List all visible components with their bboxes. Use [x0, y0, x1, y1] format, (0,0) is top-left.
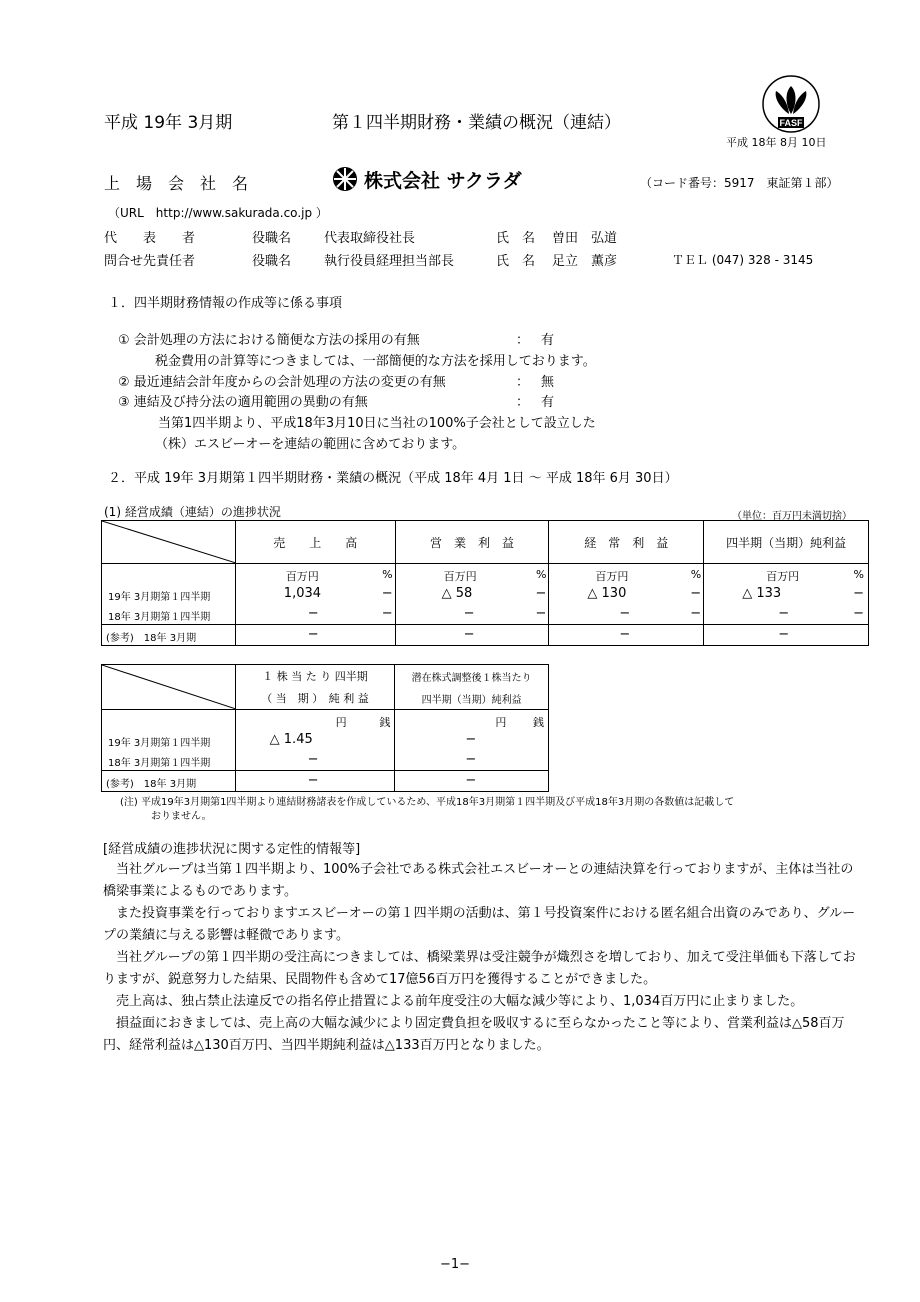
rep-title: 代表取締役社長	[324, 231, 416, 246]
contact-name-label: 氏 名	[496, 254, 536, 269]
section1-item3-note1: 当第1四半期より、平成18年3月10日に当社の100%子会社として設立した	[158, 416, 596, 431]
section1-item1-note: 税金費用の計算等につきましては、一部簡便的な方法を採用しております。	[155, 354, 596, 369]
net-pct: −	[853, 586, 864, 601]
eps-value: −	[307, 773, 319, 788]
section1-item1-colon: ：	[516, 333, 530, 348]
contact-title-label: 役職名	[252, 254, 292, 269]
title-period: 平成 19年 3月期	[104, 113, 233, 133]
section1-item3: ③ 連結及び持分法の適用範囲の異動の有無	[118, 395, 368, 410]
fasf-seal	[758, 74, 824, 134]
header-eps-line1: １ 株 当 た り 四半期	[235, 665, 395, 688]
row-label: 19年 3月期第１四半期	[108, 738, 211, 749]
table-note-line2: おりません。	[151, 811, 212, 822]
operating-value: −	[463, 606, 475, 621]
qualitative-heading: [経営成績の進捗状況に関する定性的情報等]	[103, 842, 361, 857]
fasf-text: FASF	[779, 118, 803, 128]
unit-yen: 円	[335, 716, 347, 729]
row-label: (参考) 18年 3月期	[106, 779, 197, 790]
operating-value: −	[463, 627, 475, 642]
sales-pct: −	[381, 606, 393, 621]
sales-value: −	[307, 606, 319, 621]
row-label: (参考) 18年 3月期	[106, 633, 197, 644]
unit-yen: 百万円	[443, 570, 477, 583]
company-label: 上 場 会 社 名	[104, 174, 249, 193]
section1-item3-note2: （株）エスビーオーを連結の範囲に含めております。	[155, 437, 466, 452]
section1-item1: ① 会計処理の方法における簡便な方法の採用の有無	[118, 333, 420, 348]
row-label: 19年 3月期第１四半期	[108, 592, 211, 603]
contact-name: 足立 薫彦	[552, 254, 618, 269]
unit-sen: 銭	[533, 716, 544, 729]
header-ordinary-income: 経 常 利 益	[549, 521, 704, 564]
ordinary-value: △ 130	[587, 586, 627, 601]
contact-label: 問合せ先責任者	[104, 254, 196, 269]
corner-cell	[102, 521, 236, 564]
unit-pct: %	[535, 568, 547, 581]
rep-name: 曽田 弘道	[552, 231, 618, 246]
issue-date: 平成 18年 8月 10日	[726, 136, 827, 149]
eps-value: −	[307, 752, 319, 767]
net-value: −	[778, 627, 790, 642]
header-sales: 売 上 高	[235, 521, 395, 564]
section1-item1-value: 有	[541, 333, 555, 348]
company-logo-icon	[330, 166, 360, 192]
unit-pct: %	[382, 568, 393, 581]
contact-tel: ＴＥＬ (047) 328 - 3145	[672, 253, 814, 267]
table-note-line1: (注) 平成19年3月期第1四半期より連結財務諸表を作成しているため、平成18年3月期第１四半期及び平成18年3月期の各数値は記載して	[120, 797, 735, 808]
unit-yen: 百万円	[285, 570, 319, 583]
section1-item2-colon: ：	[516, 375, 530, 390]
rep-label: 代 表 者	[104, 231, 196, 246]
company-code: （コード番号：5917 東証第１部）	[640, 176, 839, 190]
company-name: 株式会社 サクラダ	[364, 170, 522, 192]
sales-value: 1,034	[283, 586, 322, 601]
sales-value: −	[307, 627, 319, 642]
diluted-value: −	[465, 773, 477, 788]
diluted-value: −	[465, 732, 477, 747]
company-url: （URL http://www.sakurada.co.jp ）	[108, 206, 328, 220]
qualitative-paragraph: 当社グループの第１四半期の受注高につきましては、橋梁業界は受注競争が熾烈さを増しており、加えて受注単価も下落しておりますが、鋭意努力した結果、民間物件も含めて17億56百万円を獲得することができました。	[103, 950, 856, 987]
contact-title: 執行役員経理担当部長	[324, 254, 455, 269]
page-title: 第１四半期財務・業績の概況（連結）	[332, 113, 621, 133]
eps-value: △ 1.45	[269, 732, 313, 747]
ordinary-pct: −	[690, 606, 702, 621]
header-diluted-line1: 潜在株式調整後１株当たり	[395, 665, 549, 688]
corner-cell	[102, 665, 236, 710]
section1-item2-value: 無	[541, 375, 555, 390]
section1-item2: ② 最近連結会計年度からの会計処理の方法の変更の有無	[118, 375, 446, 390]
results-table	[101, 520, 869, 646]
section1-item3-value: 有	[541, 395, 555, 410]
rep-name-label: 氏 名	[496, 231, 536, 246]
ordinary-value: −	[619, 627, 631, 642]
label-empty	[102, 564, 236, 585]
row-label: 18年 3月期第１四半期	[108, 758, 211, 769]
diluted-value: −	[465, 752, 477, 767]
row-label: 18年 3月期第１四半期	[108, 612, 211, 623]
header-eps-line2: （ 当 期 ） 純 利 益	[235, 687, 395, 710]
ordinary-pct: −	[690, 586, 702, 601]
page-number: −1−	[440, 1257, 471, 1272]
unit-sen: 銭	[379, 716, 391, 729]
header-net-income: 四半期（当期）純利益	[704, 521, 869, 564]
unit-yen: 百万円	[766, 570, 800, 583]
ordinary-value: −	[619, 606, 631, 621]
unit-pct: %	[853, 568, 864, 581]
unit-pct: %	[690, 568, 702, 581]
unit-note: （単位：百万円未満切捨）	[732, 511, 852, 522]
header-operating-income: 営 業 利 益	[395, 521, 549, 564]
operating-pct: −	[535, 586, 547, 601]
unit-yen: 百万円	[595, 570, 629, 583]
net-pct: −	[853, 606, 864, 621]
net-value: −	[778, 606, 790, 621]
qualitative-paragraph: また投資事業を行っておりますエスビーオーの第１四半期の活動は、第１号投資案件における匿名組合出資のみであり、グループの業績に与える影響は軽微であります。	[103, 906, 856, 943]
operating-pct: −	[535, 606, 547, 621]
operating-value: △ 58	[441, 586, 473, 601]
rep-title-label: 役職名	[252, 231, 292, 246]
sales-pct: −	[381, 586, 393, 601]
per-share-table	[101, 664, 549, 792]
qualitative-paragraph: 売上高は、独占禁止法違反での指名停止措置による前年度受注の大幅な減少等により、1,034百万円に止まりました。	[103, 994, 804, 1009]
qualitative-paragraph: 損益面におきましては、売上高の大幅な減少により固定費負担を吸収するに至らなかったこと等により、営業利益は△58百万円、経常利益は△130百万円、当四半期純利益は△133百万円となりました。	[103, 1016, 845, 1053]
section1-heading: １．四半期財務情報の作成等に係る事項	[108, 296, 343, 311]
section1-item3-colon: ：	[516, 395, 530, 410]
section2-heading: ２．平成 19年 3月期第１四半期財務・業績の概況（平成 18年 4月 1日 ～ 平成 18年 6月 30日）	[108, 471, 678, 486]
qualitative-paragraph: 当社グループは当第１四半期より、100%子会社である株式会社エスビーオーとの連結決算を行っておりますが、主体は当社の橋梁事業によるものであります。	[103, 862, 854, 899]
unit-yen: 円	[495, 716, 507, 729]
section2-subheading: (1) 経営成績（連結）の進捗状況	[104, 505, 281, 519]
header-diluted-line2: 四半期（当期）純利益	[395, 687, 549, 710]
net-value: △ 133	[742, 586, 782, 601]
